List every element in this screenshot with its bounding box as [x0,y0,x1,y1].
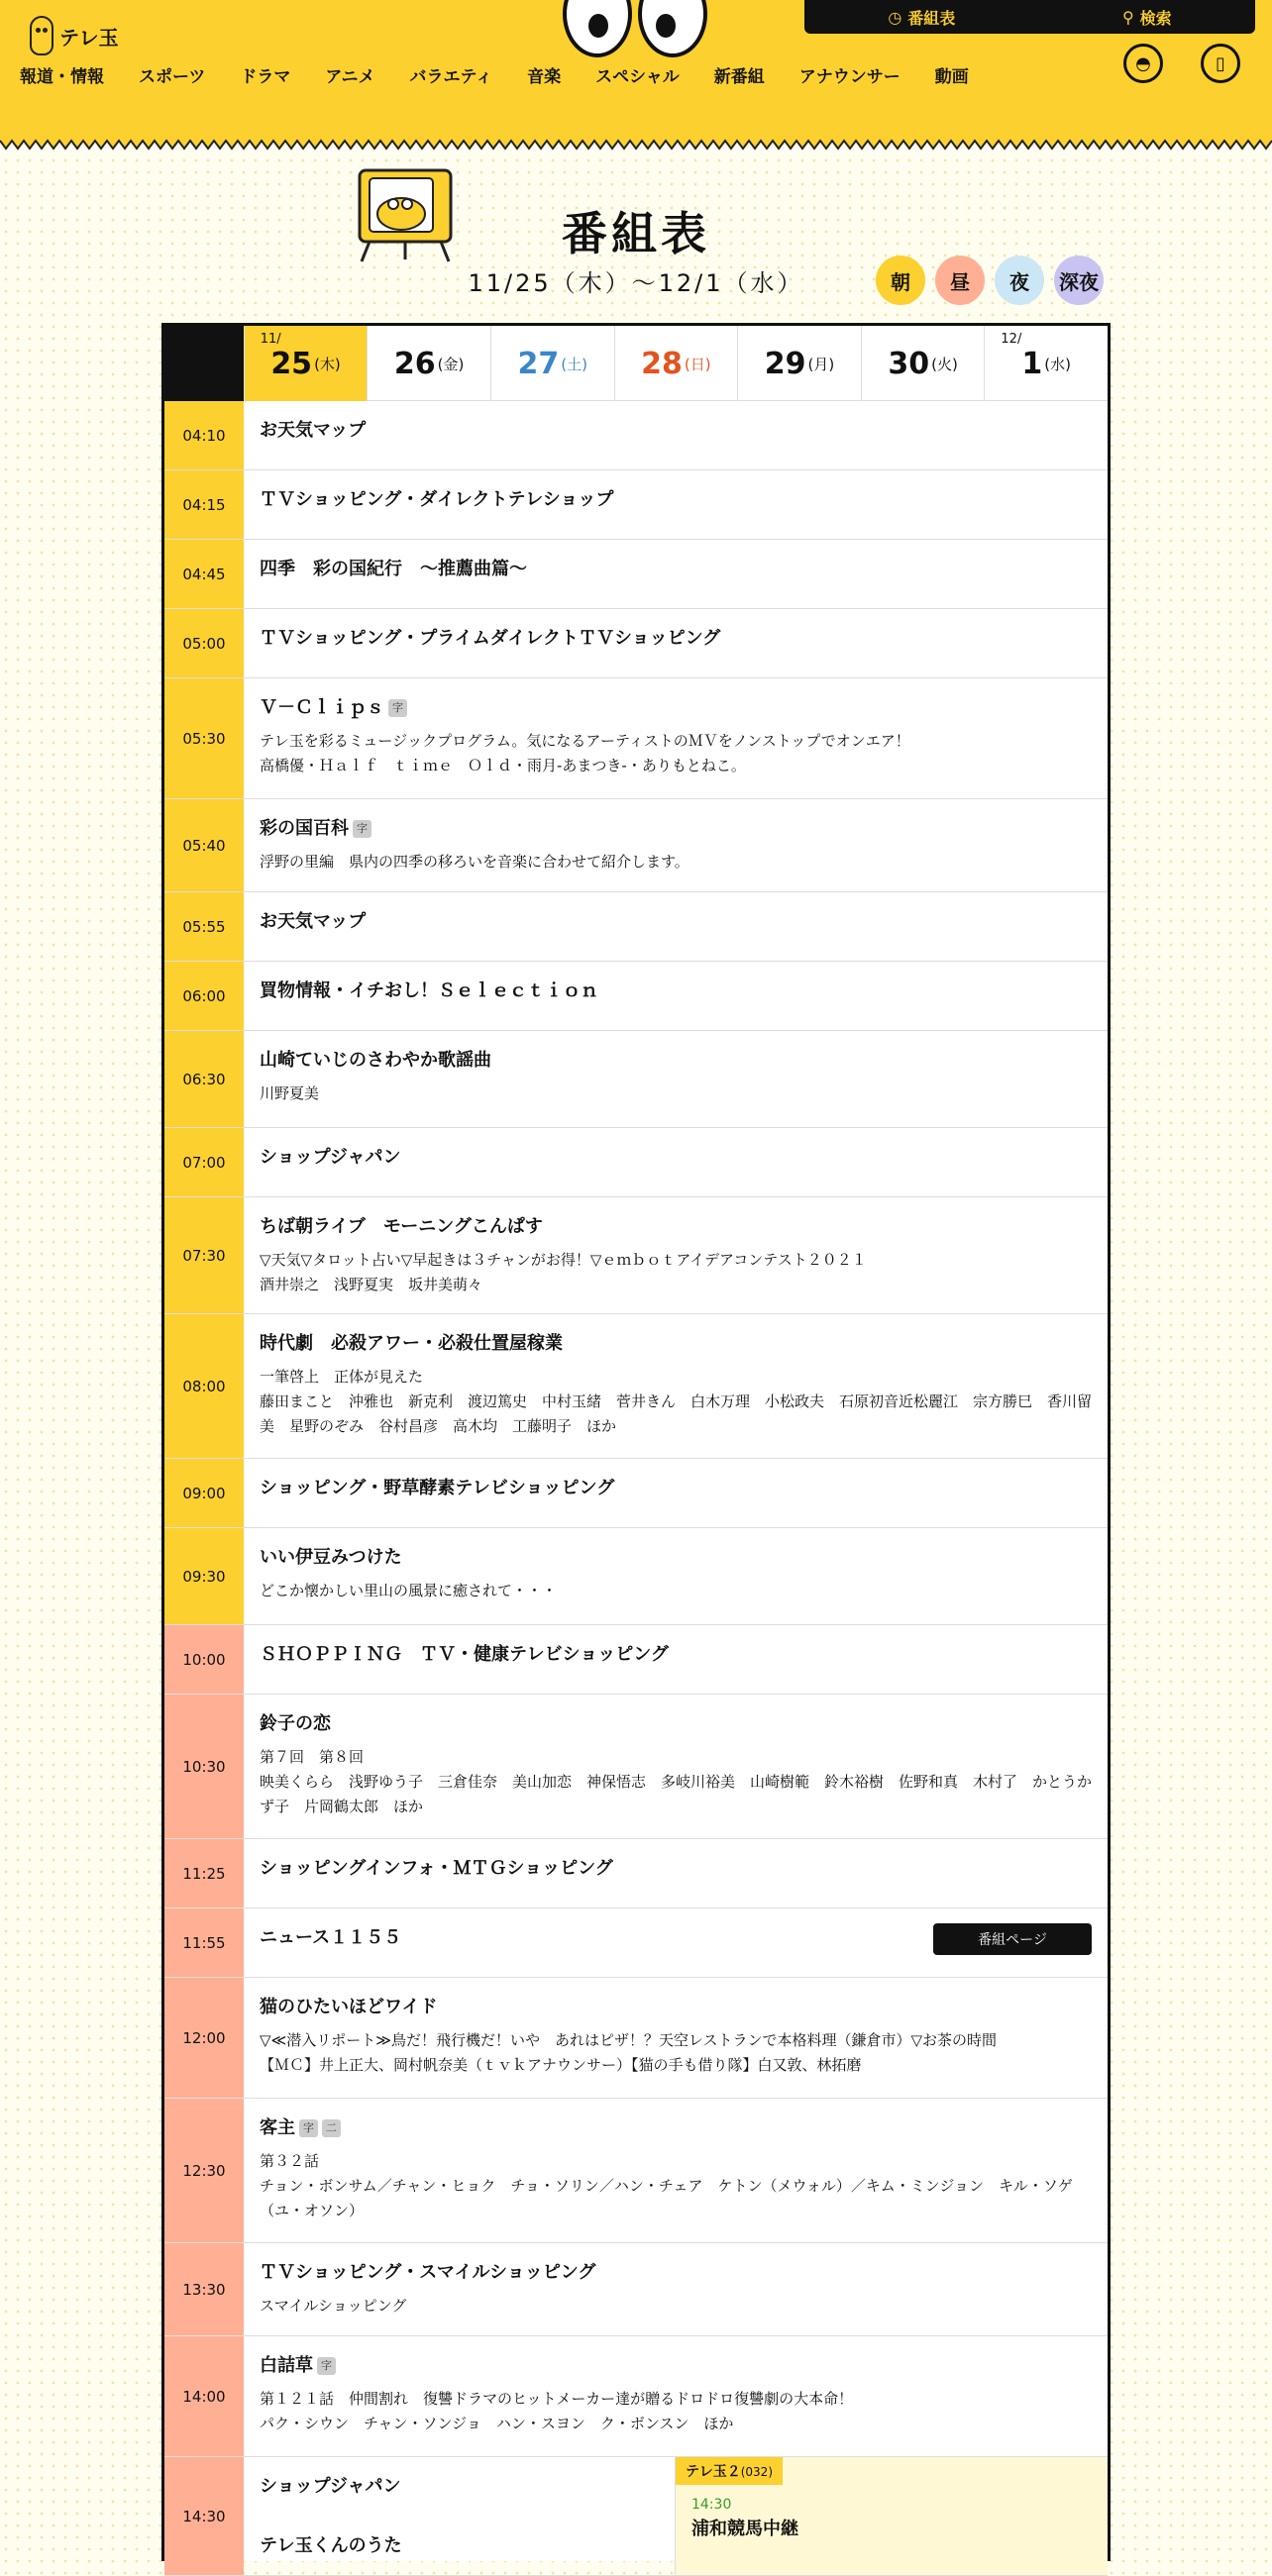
program-row [164,2336,1108,2457]
program-row [164,1197,1108,1314]
day-tab-25[interactable]: 11/ 25 (木) [244,326,368,401]
time-daytime-button[interactable]: 昼 [935,256,985,305]
program-row [164,1128,1108,1197]
program-title[interactable] [260,418,1092,444]
program-title[interactable] [260,1995,1092,2020]
teletama2-label: テレ玉２(032) [676,2457,783,2485]
teletama2-panel [676,2457,1108,2575]
program-row [164,962,1108,1031]
program-title-text: Ｖ－Ｃｌｉｐｓ [260,697,384,718]
page-title: 番組表 [562,207,710,260]
program-badge: 字 [299,2119,318,2137]
day-tab-28[interactable]: 28 (日) [614,326,738,401]
program-description: ▽≪潜入リポート≫鳥だ！飛行機だ！いや あれはピザ！？天空レストランで本格料理（鎌倉市）▽お茶の時間 【ＭＣ】井上正大、岡村帆奈美（ｔｖｋアナウンサー）【猫の手も借り隊】白又敦、林拓磨 [260,2031,998,2074]
program-title[interactable] [260,1476,1092,1501]
program-row [164,678,1108,799]
program-row [164,1031,1108,1128]
program-title[interactable] [260,626,1092,652]
program-title-text: 彩の国百科 [260,818,349,839]
program-time: 06:30 [164,1031,244,1127]
program-time: 09:30 [164,1528,244,1624]
program-title[interactable] [260,2353,1092,2379]
program-title[interactable]: テレ玉くんのうた [260,2535,402,2556]
main-nav [20,57,1004,91]
program-title-text: ショップジャパン [260,1147,401,1168]
program-time: 05:30 [164,678,244,798]
program-title[interactable] [260,1048,1092,1074]
day-selector [164,326,1108,401]
program-time: 05:40 [164,799,244,891]
program-title-text: ちば朝ライブ モーニングこんぱす [260,1216,543,1237]
program-description: スマイルショッピング [260,2297,407,2315]
site-logo[interactable] [30,16,119,55]
program-row [164,1314,1108,1459]
program-time: 05:00 [164,609,244,677]
day-header-corner [164,326,244,401]
program-title-text: お天気マップ [260,911,367,932]
nav-videos[interactable]: 動画 [934,66,969,87]
program-title[interactable] [260,979,1092,1004]
program-row [164,609,1108,678]
program-row [164,1528,1108,1625]
day-tab-1[interactable]: 12/ 1 (水) [984,326,1108,401]
program-row [164,1625,1108,1695]
nav-drama[interactable]: ドラマ [240,66,291,87]
program-title[interactable] [260,1545,1092,1571]
program-title-text: ショッピングインフォ・ＭＴＧショッピング [260,1858,613,1879]
program-list [164,401,1108,2457]
program-row [164,2243,1108,2336]
time-morning-button[interactable]: 朝 [876,256,925,305]
program-badge: 字 [388,699,407,717]
nav-music[interactable]: 音楽 [527,66,562,87]
program-title-text: ショッピング・野草酵素テレビショッピング [260,1478,615,1498]
program-title[interactable] [260,1642,1092,1668]
program-badge: 二 [322,2119,341,2137]
time-evening-button[interactable]: 夜 [995,256,1044,305]
program-time: 07:30 [164,1197,244,1313]
program-row [164,2457,1108,2576]
nav-special[interactable]: スペシャル [595,66,680,87]
program-title-text: ＴＶショッピング・ダイレクトテレショップ [260,489,614,510]
program-time: 13:30 [164,2243,244,2335]
program-badge: 字 [317,2357,336,2375]
program-title-text: ＴＶショッピング・プライムダイレクトＴＶショッピング [260,628,721,649]
program-time: 12:00 [164,1978,244,2098]
program-time: 10:00 [164,1625,244,1694]
program-time: 14:30 [164,2457,244,2575]
program-time: 04:45 [164,540,244,608]
teletama-island-icon: ◓ [1123,44,1163,83]
site-header [0,0,1272,137]
schedule-link[interactable]: ◷ 番組表 [888,7,956,28]
header-zigzag-edge [0,137,1272,151]
program-time: 11:55 [164,1908,244,1977]
program-row [164,892,1108,962]
nav-anime[interactable]: アニメ [325,66,375,87]
program-badge: 字 [353,820,371,838]
program-title[interactable] [260,557,1092,582]
top-utility-bar [804,0,1255,34]
program-row [164,2099,1108,2243]
search-icon: ⚲ [1121,7,1134,27]
program-time: 06:00 [164,962,244,1030]
program-title[interactable] [260,2260,1092,2286]
program-description: 第７回 第８回 映美くらら 浅野ゆう子 三倉佳奈 美山加恋 神保悟志 多岐川裕美 山崎樹範 鈴木裕樹 佐野和真 木村了 かとうかず子 片岡鶴太郎 ほか [260,1748,1093,1815]
program-row [164,1908,1108,1978]
program-schedule [161,323,1111,2561]
mascot-eyes-icon [563,0,709,61]
program-title-text: 時代劇 必殺アワー・必殺仕置屋稼業 [260,1333,563,1354]
program-row [164,470,1108,540]
program-row [164,1459,1108,1528]
program-title[interactable]: ショップジャパン [260,2476,401,2497]
program-title[interactable] [260,487,1092,513]
program-description: テレ玉を彩るミュージックプログラム。気になるアーティストのＭＶをノンストップでオンエア！ 高橋優・Ｈａｌｆ ｔｉｍｅ Ｏｌｄ・雨月-あまつき-・ありもとねこ。 [260,732,910,774]
nav-sports[interactable]: スポーツ [139,66,206,87]
program-description: どこか懐かしい里山の風景に癒されて・・・ [260,1582,558,1599]
program-title[interactable] [260,1331,1092,1357]
day-tab-29[interactable]: 29 (月) [737,326,861,401]
program-description: 一筆啓上 正体が見えた 藤田まこと 沖雅也 新克利 渡辺篤史 中村玉緒 菅井きん 白木万理 小松政夫 石原初音近松麗江 宗方勝巳 香川留美 星野のぞみ 谷村昌彦 高木均 工藤明子 ほか [260,1368,1093,1435]
program-row [164,1695,1108,1839]
program-title-text: 猫のひたいほどワイド [260,1997,438,2017]
program-time: 04:15 [164,470,244,539]
program-title[interactable] [260,1711,1092,1737]
program-time: 04:10 [164,401,244,469]
time-latenight-button[interactable]: 深夜 [1054,256,1104,305]
program-title-text: 白詰草 [260,2355,313,2376]
nav-new-programs[interactable]: 新番組 [713,66,765,87]
program-time: 11:25 [164,1839,244,1907]
day-tab-30[interactable]: 30 (火) [861,326,985,401]
logo-text: テレ玉 [59,25,119,50]
teletama-island-link[interactable] [1121,44,1165,95]
program-description: 川野夏美 [260,1084,320,1102]
program-description: 浮野の里編 県内の四季の移ろいを音楽に合わせて紹介します。 [260,853,689,871]
program-row [164,1839,1108,1908]
program-title-text: 客主 [260,2117,295,2138]
program-description: 第３２話 チョン・ボンサム／チャン・ヒョク チョ・ソリン／ハン・チェア ケトン（メウォル）／キム・ミンジョン キル・ソゲ（ユ・オソン） [260,2152,1073,2219]
program-title[interactable] [260,816,1092,842]
program-time: 10:30 [164,1695,244,1838]
program-row [164,540,1108,609]
program-row [164,401,1108,470]
day-tab-26[interactable]: 26 (金) [367,326,490,401]
program-title[interactable] [260,1214,1092,1240]
program-title[interactable] [260,1145,1092,1171]
teletama2-program-title[interactable]: 浦和競馬中継 [691,2519,798,2539]
program-time: 07:00 [164,1128,244,1196]
teletama-mascot-icon [30,16,53,55]
date-range: 11/25（木）〜12/1（水） [468,269,804,297]
program-title-text: ＳＨＯＰＰＩＮＧ ＴＶ・健康テレビショッピング [260,1644,669,1665]
nav-announcers[interactable]: アナウンサー [798,66,901,87]
program-description: ▽天気▽タロット占い▽早起きは３チャンがお得！▽ｅｍｂｏｔアイデアコンテスト２０２１ 酒井崇之 浅野夏実 坂井美萌々 [260,1251,867,1293]
program-title-text: ＴＶショッピング・スマイルショッピング [260,2262,596,2283]
program-title-text: 山崎ていじのさわやか歌謡曲 [260,1050,491,1071]
program-title[interactable] [260,695,1092,721]
program-description: 第１２１話 仲間割れ 復讐ドラマのヒットメーカー達が贈るドロドロ復讐劇の大本命！ パク・シウン チャン・ソンジョ ハン・スヨン ク・ボンスン ほか [260,2390,854,2432]
day-tab-27[interactable]: 27 (土) [490,326,614,401]
program-title-text: 鈴子の恋 [260,1713,331,1734]
program-title-text: いい伊豆みつけた [260,1547,402,1568]
program-time: 05:55 [164,892,244,961]
program-title-text: 四季 彩の国紀行 ～推薦曲篇～ [260,559,527,579]
program-title-text: ニュース１１５５ [260,1927,402,1948]
program-title-text: 買物情報・イチおし！Ｓｅｌｅｃｔｉｏｎ [260,980,598,1001]
teletama2-time: 14:30 [691,2497,732,2513]
program-row [164,1978,1108,2099]
program-title-text: お天気マップ [260,420,367,441]
program-time: 12:30 [164,2099,244,2242]
program-time: 14:00 [164,2336,244,2456]
nav-variety[interactable]: バラエティ [409,66,493,87]
mobile-phone-icon: ▯ [1201,44,1240,83]
clock-icon: ◷ [888,7,902,27]
teletama-mobile-link[interactable] [1199,44,1242,95]
program-title[interactable] [260,1856,1092,1882]
program-time: 08:00 [164,1314,244,1458]
search-link[interactable]: ⚲ 検索 [1121,7,1172,28]
program-title[interactable] [260,909,1092,935]
program-time: 09:00 [164,1459,244,1527]
program-row [164,799,1108,892]
nav-news[interactable]: 報道・情報 [20,66,104,87]
program-page-button[interactable]: 番組ページ [933,1923,1092,1955]
program-title[interactable] [260,2115,1092,2141]
